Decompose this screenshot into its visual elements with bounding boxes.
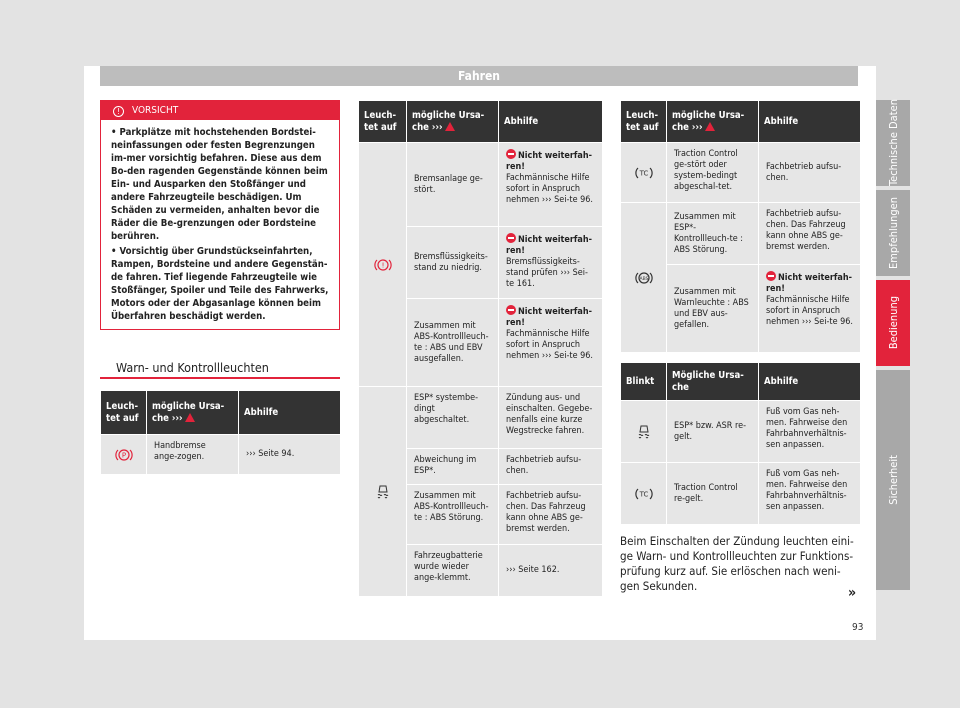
flashing-table	[620, 362, 861, 525]
warning-table-brake-esp	[358, 100, 603, 597]
table-cell: Zündung aus- und einschalten. Gegebe-nenfalls eine kurze Wegstrecke fahren.	[499, 387, 603, 449]
table-cell: Traction Control ge-stört oder system-bedingt abgeschal-tet.	[667, 143, 759, 203]
col-header: Abhilfe	[499, 101, 603, 143]
svg-text:!: !	[381, 261, 384, 269]
col-header: Mögliche Ursa-che	[667, 363, 759, 401]
table-cell: Fachbetrieb aufsu-chen. Das Fahrzeug kann ohne ABS ge-bremst werden.	[759, 203, 861, 265]
table-cell: ESP* bzw. ASR re-gelt.	[667, 401, 759, 463]
table-cell: Traction Control re-gelt.	[667, 463, 759, 525]
page-header: Fahren	[100, 66, 858, 86]
traction-control-icon	[621, 463, 667, 525]
caution-label: VORSICHT	[132, 105, 179, 116]
warning-triangle-icon	[445, 122, 455, 131]
tab-technische-daten[interactable]: Technische Daten	[876, 100, 910, 186]
table-cell: Zusammen mit ESP*-Kontrollleuch-te : ABS Störung.	[667, 203, 759, 265]
col-header: mögliche Ursa-che ›››	[407, 101, 499, 143]
warning-triangle-icon	[705, 122, 715, 131]
page-link[interactable]: ››› Seite 162.	[499, 545, 603, 597]
col-header: mögliche Ursa-che ›››	[667, 101, 759, 143]
section-divider	[100, 377, 340, 379]
col-header: Leuch-tet auf	[621, 101, 667, 143]
table-cell: Fuß vom Gas neh-men. Fahrweise den Fahrbahnverhältnis-sen anpassen.	[759, 463, 861, 525]
body-paragraph: Beim Einschalten der Zündung leuchten eini-ge Warn- und Kontrollleuchten zur Funktions-prüfung kurz auf. Sie erlöschen nach weni-gen Sekunden.	[620, 534, 854, 593]
stop-icon	[506, 233, 516, 243]
table-cell: Zusammen mit ABS-Kontrollleuch-te : ABS und EBV ausgefallen.	[407, 299, 499, 387]
caution-paragraph: • Vorsichtig über Grundstückseinfahrten, Rampen, Bordsteine und andere Gegenstän-de fahren. Tief liegende Fahrzeugteile wie Stoßfänger, Spoiler und Teile des Fahrwerks, Motors oder der Abgasanlage können beim Überfahren beschädigt werden.	[111, 246, 329, 322]
caution-header	[101, 101, 339, 120]
esp-icon	[359, 387, 407, 597]
col-header: Abhilfe	[239, 391, 341, 435]
page-number: 93	[852, 622, 864, 633]
svg-text:TC: TC	[639, 490, 648, 498]
table-cell: Nicht weiterfah-ren! Fachmännische Hilfe sofort in Anspruch nehmen ››› Sei-te 96.	[499, 143, 603, 227]
stop-icon	[506, 149, 516, 159]
table-cell: Fachbetrieb aufsu-chen.	[759, 143, 861, 203]
tab-empfehlungen[interactable]: Empfehlungen	[876, 190, 910, 276]
esp-icon	[621, 401, 667, 463]
svg-text:P: P	[121, 451, 126, 459]
brake-system-icon	[359, 143, 407, 387]
col-header: Blinkt	[621, 363, 667, 401]
table-cell: Nicht weiterfah-ren! Fachmännische Hilfe sofort in Anspruch nehmen ››› Sei-te 96.	[499, 299, 603, 387]
stop-icon	[766, 271, 776, 281]
abs-icon	[621, 203, 667, 353]
stop-icon	[506, 305, 516, 315]
warning-triangle-icon	[185, 413, 195, 422]
section-title: Warn- und Kontrollleuchten	[116, 360, 269, 375]
col-header: Leuch-tet auf	[101, 391, 147, 435]
table-cell: Abweichung im ESP*.	[407, 449, 499, 485]
table-cell: Fuß vom Gas neh-men. Fahrweise den Fahrbahnverhältnis-sen anpassen.	[759, 401, 861, 463]
table-cell: Fahrzeugbatterie wurde wieder ange-klemmt.	[407, 545, 499, 597]
caution-icon: !	[113, 106, 124, 117]
table-cell: Nicht weiterfah-ren! Bremsflüssigkeits-stand prüfen ››› Sei-te 161.	[499, 227, 603, 299]
caution-box	[100, 100, 340, 330]
caution-paragraph: • Parkplätze mit hochstehenden Bordstei-neinfassungen oder festen Begrenzungen im-mer vorsichtig befahren. Diese aus dem Bo-den ragenden Gegenstände können beim Ein- und Ausparken den Stoßfänger und andere Fahrzeugteile beschädigen. Um Schäden zu vermeiden, anhalten bevor die Räder die Be-grenzungen oder Bordsteine berühren.	[111, 127, 328, 242]
warning-table-handbrake	[100, 390, 341, 475]
table-cell: Zusammen mit Warnleuchte : ABS und EBV aus-gefallen.	[667, 265, 759, 353]
warning-table-traction-abs	[620, 100, 861, 353]
table-cell: Handbremse ange-zogen.	[147, 435, 239, 475]
traction-control-icon	[621, 143, 667, 203]
svg-text:ABS: ABS	[639, 276, 648, 282]
table-cell: ESP* systembe-dingt abgeschaltet.	[407, 387, 499, 449]
col-header: mögliche Ursa-che ›››	[147, 391, 239, 435]
tab-bedienung[interactable]: Bedienung	[876, 280, 910, 366]
svg-text:TC: TC	[639, 169, 648, 177]
table-cell: Bremsanlage ge-stört.	[407, 143, 499, 227]
table-cell: Fachbetrieb aufsu-chen.	[499, 449, 603, 485]
tab-sicherheit[interactable]: Sicherheit	[876, 370, 910, 590]
col-header: Abhilfe	[759, 101, 861, 143]
table-cell: Zusammen mit ABS-Kontrollleuch-te : ABS Störung.	[407, 485, 499, 545]
table-cell: Fachbetrieb aufsu-chen. Das Fahrzeug kann ohne ABS ge-bremst werden.	[499, 485, 603, 545]
table-cell: Bremsflüssigkeits-stand zu niedrig.	[407, 227, 499, 299]
continue-arrow-icon: »	[848, 585, 857, 601]
parking-brake-icon	[101, 435, 147, 475]
col-header: Leuch-tet auf	[359, 101, 407, 143]
col-header: Abhilfe	[759, 363, 861, 401]
table-cell: Nicht weiterfah-ren! Fachmännische Hilfe sofort in Anspruch nehmen ››› Sei-te 96.	[759, 265, 861, 353]
page-link[interactable]: ››› Seite 94.	[239, 435, 341, 475]
